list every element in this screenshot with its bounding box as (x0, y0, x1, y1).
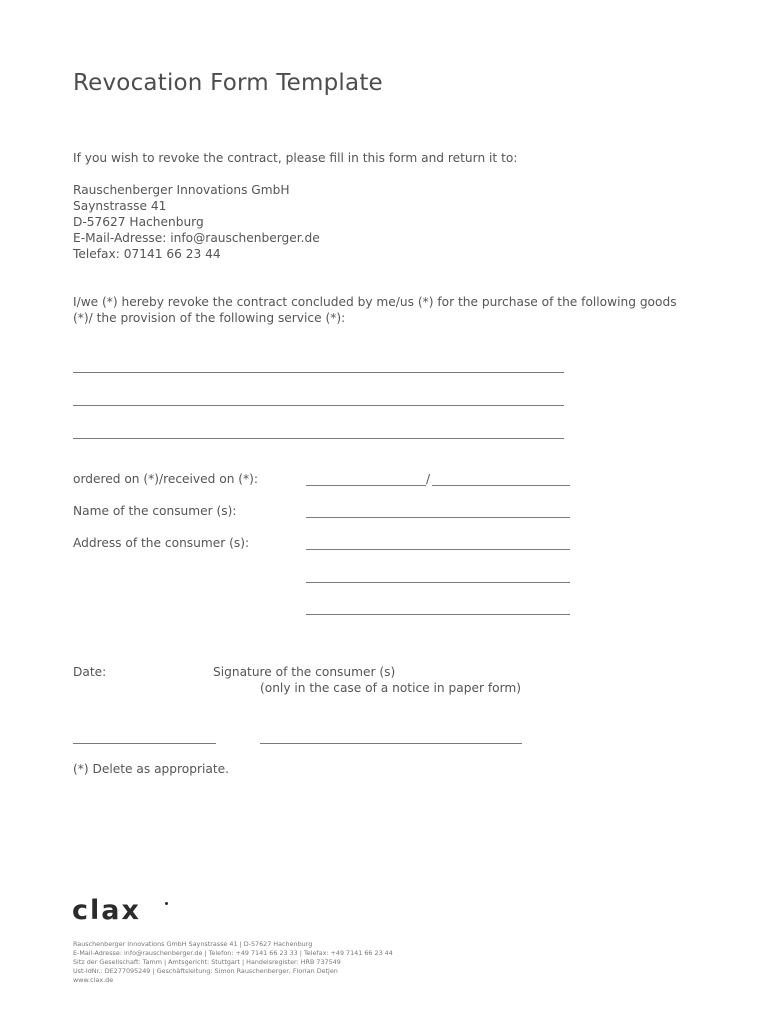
consumer-address-line-3[interactable] (306, 614, 570, 615)
intro-text: If you wish to revoke the contract, please fill in this form and return it to: (73, 151, 518, 165)
date-line[interactable] (73, 743, 216, 744)
consumer-name-line[interactable] (306, 517, 570, 518)
signature-label: Signature of the consumer (s) (213, 665, 396, 679)
page-title: Revocation Form Template (73, 70, 383, 96)
signature-line[interactable] (260, 743, 522, 744)
address-city: D-57627 Hachenburg (73, 215, 204, 229)
ordered-separator: / (426, 472, 431, 486)
footer-line-1: Rauschenberger Innovations GmbH Saynstrasse 41 | D-57627 Hachenburg (73, 940, 313, 948)
clax-logo: clax (72, 895, 141, 926)
footer-line-3: Sitz der Gesellschaft: Tamm | Amtsgericht: Stuttgart | Handelsregister: HRB 737549 (73, 958, 341, 966)
revoke-statement (73, 294, 677, 326)
received-on-line[interactable] (432, 485, 570, 486)
logo-dot-icon (165, 902, 168, 905)
consumer-address-line-1[interactable] (306, 549, 570, 550)
goods-line-1[interactable] (73, 372, 564, 373)
revoke-statement-line1: I/we (*) hereby revoke the contract concluded by me/us (*) for the purchase of the following goods (73, 295, 677, 309)
address-street: Saynstrasse 41 (73, 199, 167, 213)
footer-website[interactable]: www.clax.de (73, 976, 114, 984)
address-company: Rauschenberger Innovations GmbH (73, 183, 290, 197)
goods-line-3[interactable] (73, 438, 564, 439)
footer-line-2: E-Mail-Adresse: info@rauschenberger.de | Telefon: +49 7141 66 23 33 | Telefax: +49 7141 66 23 44 (73, 949, 393, 957)
date-label: Date: (73, 665, 107, 679)
address-fax: Telefax: 07141 66 23 44 (73, 247, 221, 261)
revoke-statement-line2: (*)/ the provision of the following service (*): (73, 311, 346, 325)
consumer-address-line-2[interactable] (306, 582, 570, 583)
signature-note: (only in the case of a notice in paper form) (260, 681, 522, 695)
goods-line-2[interactable] (73, 405, 564, 406)
recipient-address (73, 182, 320, 262)
ordered-on-line[interactable] (306, 485, 426, 486)
address-email: E-Mail-Adresse: info@rauschenberger.de (73, 231, 320, 245)
footer-line-4: Ust-IdNr.: DE277095249 | Geschäftsleitung: Simon Rauschenberger, Florian Detjen (73, 967, 338, 975)
consumer-name-label: Name of the consumer (s): (73, 504, 237, 518)
consumer-address-label: Address of the consumer (s): (73, 536, 250, 550)
ordered-label: ordered on (*)/received on (*): (73, 472, 259, 486)
delete-note: (*) Delete as appropriate. (73, 762, 229, 776)
footer-info (73, 940, 393, 985)
